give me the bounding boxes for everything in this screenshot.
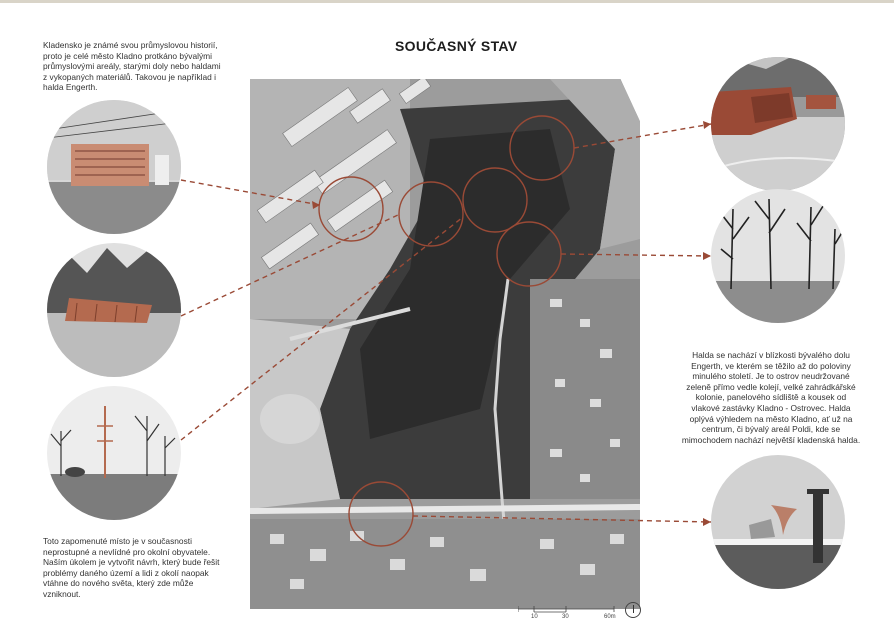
description-text: Halda se nachází v blízkosti bývalého dolu Engerth, ve kterém se těžilo až do poloviny minulého století. Je to ostrov neudržované zeleně přímo vedle kolejí, velké zahrádkářské kolonie, panelového sídliště a kousek od vlakové zastávky Kladno - Ostrovec. Halda oplývá výhledem na město Kladno, ať už na centrum, či bývalý areál Poldi, kde se mimochodem nachází největší kladenská halda.: [681, 350, 861, 445]
aerial-map: [250, 79, 640, 609]
photo-industrial-chimney: [711, 455, 845, 589]
scale-label-60m: 60m: [604, 614, 616, 620]
intro-text: Kladensko je známé svou průmyslovou historií, proto je celé město Kladno protkáno bývalými průmyslovými areály, starými doly nebo haldami z vykopaných materiálů. Takovou je například i halda Engerth.: [43, 40, 221, 93]
scale-label-10: 10: [531, 614, 538, 620]
photo-apartment-blocks: [47, 100, 181, 234]
scale-bar: [518, 603, 618, 623]
photo-pylon: [47, 386, 181, 520]
photo-bare-trees: [711, 189, 845, 323]
top-rule: [0, 0, 894, 3]
photo-rusty-structure: [47, 243, 181, 377]
scale-label-30: 30: [562, 614, 569, 620]
goal-text: Toto zapomenuté místo je v současnosti neprostupné a nevlídné pro okolní obyvatele. Naším úkolem je vytvořit návrh, který bude řešit problémy daného území a lidi z okolí naopak vtáhne do nového světa, který zde může vzniknout.: [43, 536, 220, 599]
page-title: SOUČASNÝ STAV: [395, 38, 518, 54]
compass-icon: [625, 602, 641, 618]
photo-rusty-ruin: [711, 57, 845, 191]
